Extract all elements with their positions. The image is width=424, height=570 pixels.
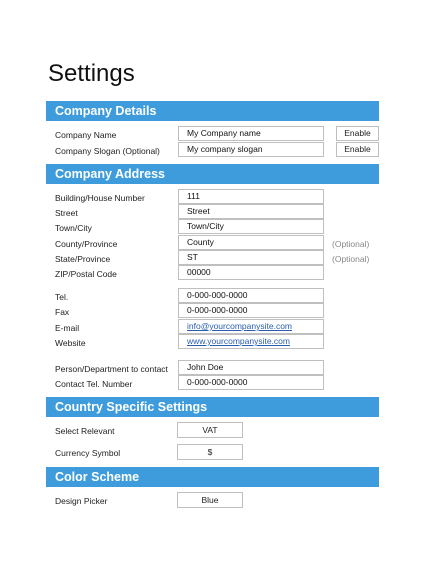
currency-symbol-field[interactable]: $ xyxy=(177,444,243,460)
label-currency-symbol: Currency Symbol xyxy=(55,448,121,458)
label-state-province: State/Province xyxy=(55,254,111,264)
label-town-city: Town/City xyxy=(55,223,92,233)
label-tel: Tel. xyxy=(55,292,69,302)
section-header-company-address: Company Address xyxy=(46,164,379,184)
contact-tel-field[interactable]: 0-000-000-0000 xyxy=(178,375,324,390)
person-contact-field[interactable]: John Doe xyxy=(178,360,324,375)
company-name-field[interactable]: My Company name xyxy=(178,126,324,141)
label-building-number: Building/House Number xyxy=(55,193,145,203)
zip-postal-field[interactable]: 00000 xyxy=(178,265,324,280)
select-relevant-field[interactable]: VAT xyxy=(177,422,243,438)
state-province-field[interactable]: ST xyxy=(178,250,324,265)
tel-field[interactable]: 0-000-000-0000 xyxy=(178,288,324,303)
county-optional-note: (Optional) xyxy=(332,239,370,249)
county-province-field[interactable]: County xyxy=(178,235,324,250)
label-design-picker: Design Picker xyxy=(55,496,108,506)
enable-company-slogan-button[interactable]: Enable xyxy=(336,142,379,157)
label-fax: Fax xyxy=(55,307,70,317)
enable-company-name-button[interactable]: Enable xyxy=(336,126,379,141)
page-title: Settings xyxy=(48,60,135,87)
section-header-color-scheme: Color Scheme xyxy=(46,467,379,487)
label-email: E-mail xyxy=(55,323,80,333)
label-contact-tel: Contact Tel. Number xyxy=(55,379,133,389)
company-slogan-field[interactable]: My company slogan xyxy=(178,142,324,157)
section-header-country-settings: Country Specific Settings xyxy=(46,397,379,417)
label-website: Website xyxy=(55,338,86,348)
label-person-contact: Person/Department to contact xyxy=(55,364,168,374)
label-company-name: Company Name xyxy=(55,130,117,140)
fax-field[interactable]: 0-000-000-0000 xyxy=(178,303,324,318)
town-city-field[interactable]: Town/City xyxy=(178,219,324,234)
label-county-province: County/Province xyxy=(55,239,118,249)
email-field[interactable]: info@yourcompanysite.com xyxy=(178,319,324,334)
label-zip-postal: ZIP/Postal Code xyxy=(55,269,117,279)
state-optional-note: (Optional) xyxy=(332,254,370,264)
website-field[interactable]: www.yourcompanysite.com xyxy=(178,334,324,349)
label-street: Street xyxy=(55,208,78,218)
street-field[interactable]: Street xyxy=(178,204,324,219)
section-header-company-details: Company Details xyxy=(46,101,379,121)
label-select-relevant: Select Relevant xyxy=(55,426,115,436)
design-picker-field[interactable]: Blue xyxy=(177,492,243,508)
building-number-field[interactable]: 111 xyxy=(178,189,324,204)
label-company-slogan: Company Slogan (Optional) xyxy=(55,146,160,156)
